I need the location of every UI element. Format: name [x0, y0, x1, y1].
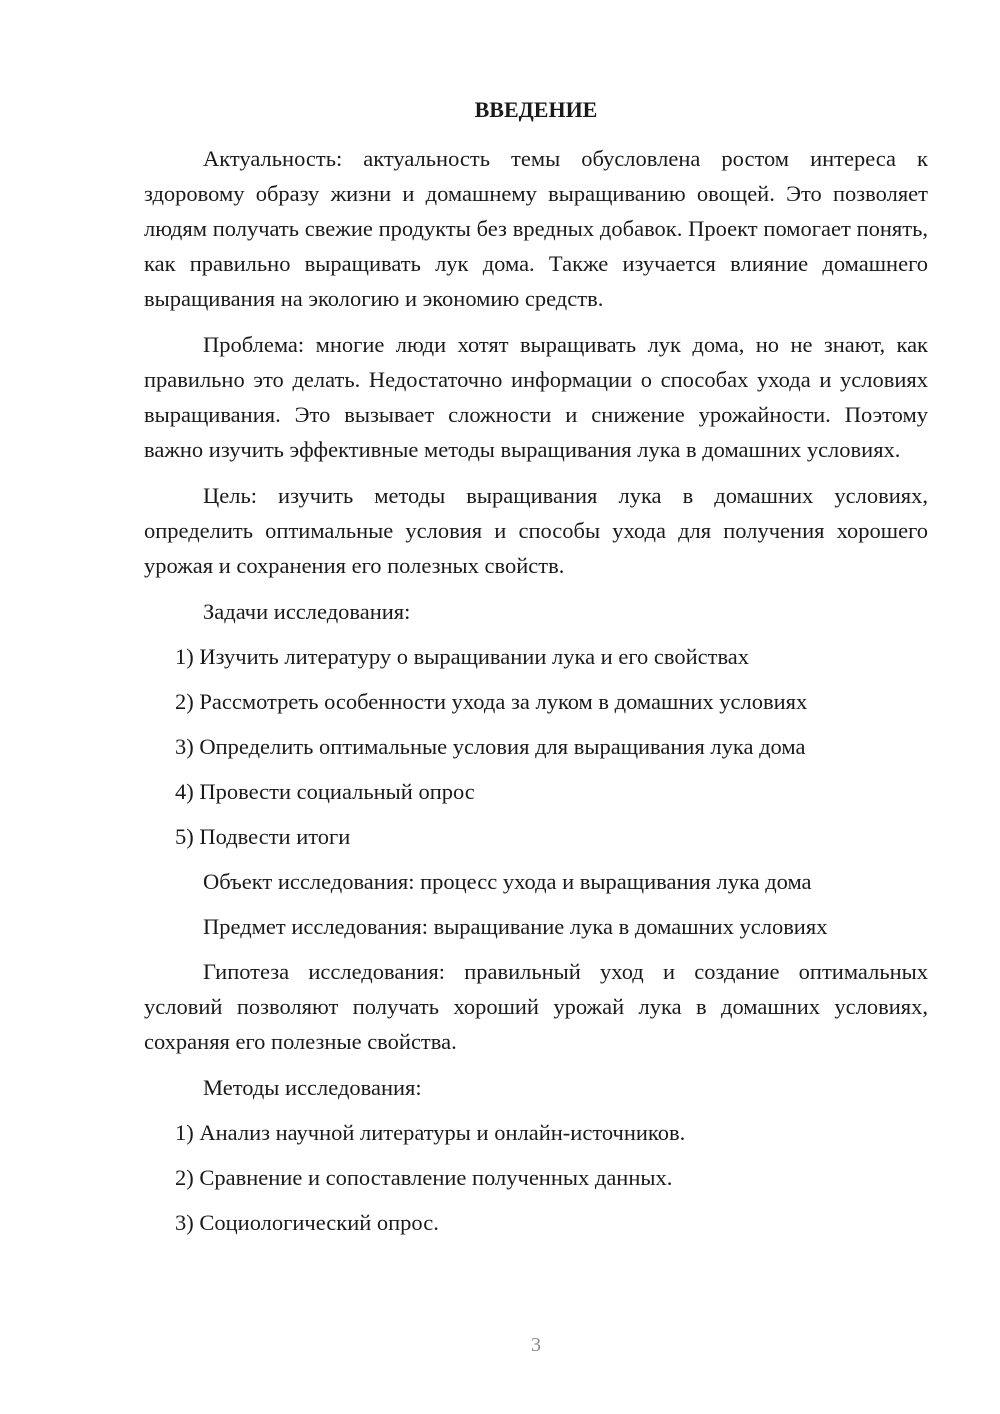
tasks-list — [144, 639, 928, 854]
research-subject: Предмет исследования: выращивание лука в домашних условиях — [203, 914, 828, 939]
problem-paragraph: Проблема: многие люди хотят выращивать лук дома, но не знают, как правильно это делать. Недостаточно информации о способах ухода и условиях выращивания. Это вызывает сложности и снижение урожайности. Поэтому важно изучить эффективные методы выращивания лука в домашних условиях. — [144, 332, 928, 462]
task-item: 4) Провести социальный опрос — [175, 779, 475, 804]
relevance-paragraph: Актуальность: актуальность темы обусловлена ростом интереса к здоровому образу жизни и домашнему выращиванию овощей. Это позволяет людям получать свежие продукты без вредных добавок. Проект помогает понять, как правильно выращивать лук дома. Также изучается влияние домашнего выращивания на экологию и экономию средств. — [144, 146, 928, 311]
method-item: 2) Сравнение и сопоставление полученных данных. — [175, 1165, 673, 1190]
task-item: 1) Изучить литературу о выращивании лука и его свойствах — [175, 644, 750, 669]
task-item: 3) Определить оптимальные условия для выращивания лука дома — [175, 734, 806, 759]
hypothesis-paragraph: Гипотеза исследования: правильный уход и создание оптимальных условий позволяют получать хороший урожай лука в домашних условиях, сохраняя его полезные свойства. — [144, 959, 928, 1054]
method-item: 1) Анализ научной литературы и онлайн-источников. — [175, 1120, 686, 1145]
methods-heading: Методы исследования: — [203, 1075, 422, 1100]
tasks-heading: Задачи исследования: — [203, 599, 411, 624]
page-content — [144, 92, 928, 1250]
page-number: 3 — [531, 1334, 541, 1356]
method-item: 3) Социологический опрос. — [175, 1210, 439, 1235]
page-title: ВВЕДЕНИЕ — [474, 97, 598, 122]
task-item: 5) Подвести итоги — [175, 824, 351, 849]
task-item: 2) Рассмотреть особенности ухода за луком в домашних условиях — [175, 689, 808, 714]
methods-list — [144, 1115, 928, 1240]
research-object: Объект исследования: процесс ухода и выращивания лука дома — [203, 869, 812, 894]
goal-paragraph: Цель: изучить методы выращивания лука в домашних условиях, определить оптимальные условия и способы ухода для получения хорошего урожая и сохранения его полезных свойств. — [144, 483, 928, 578]
